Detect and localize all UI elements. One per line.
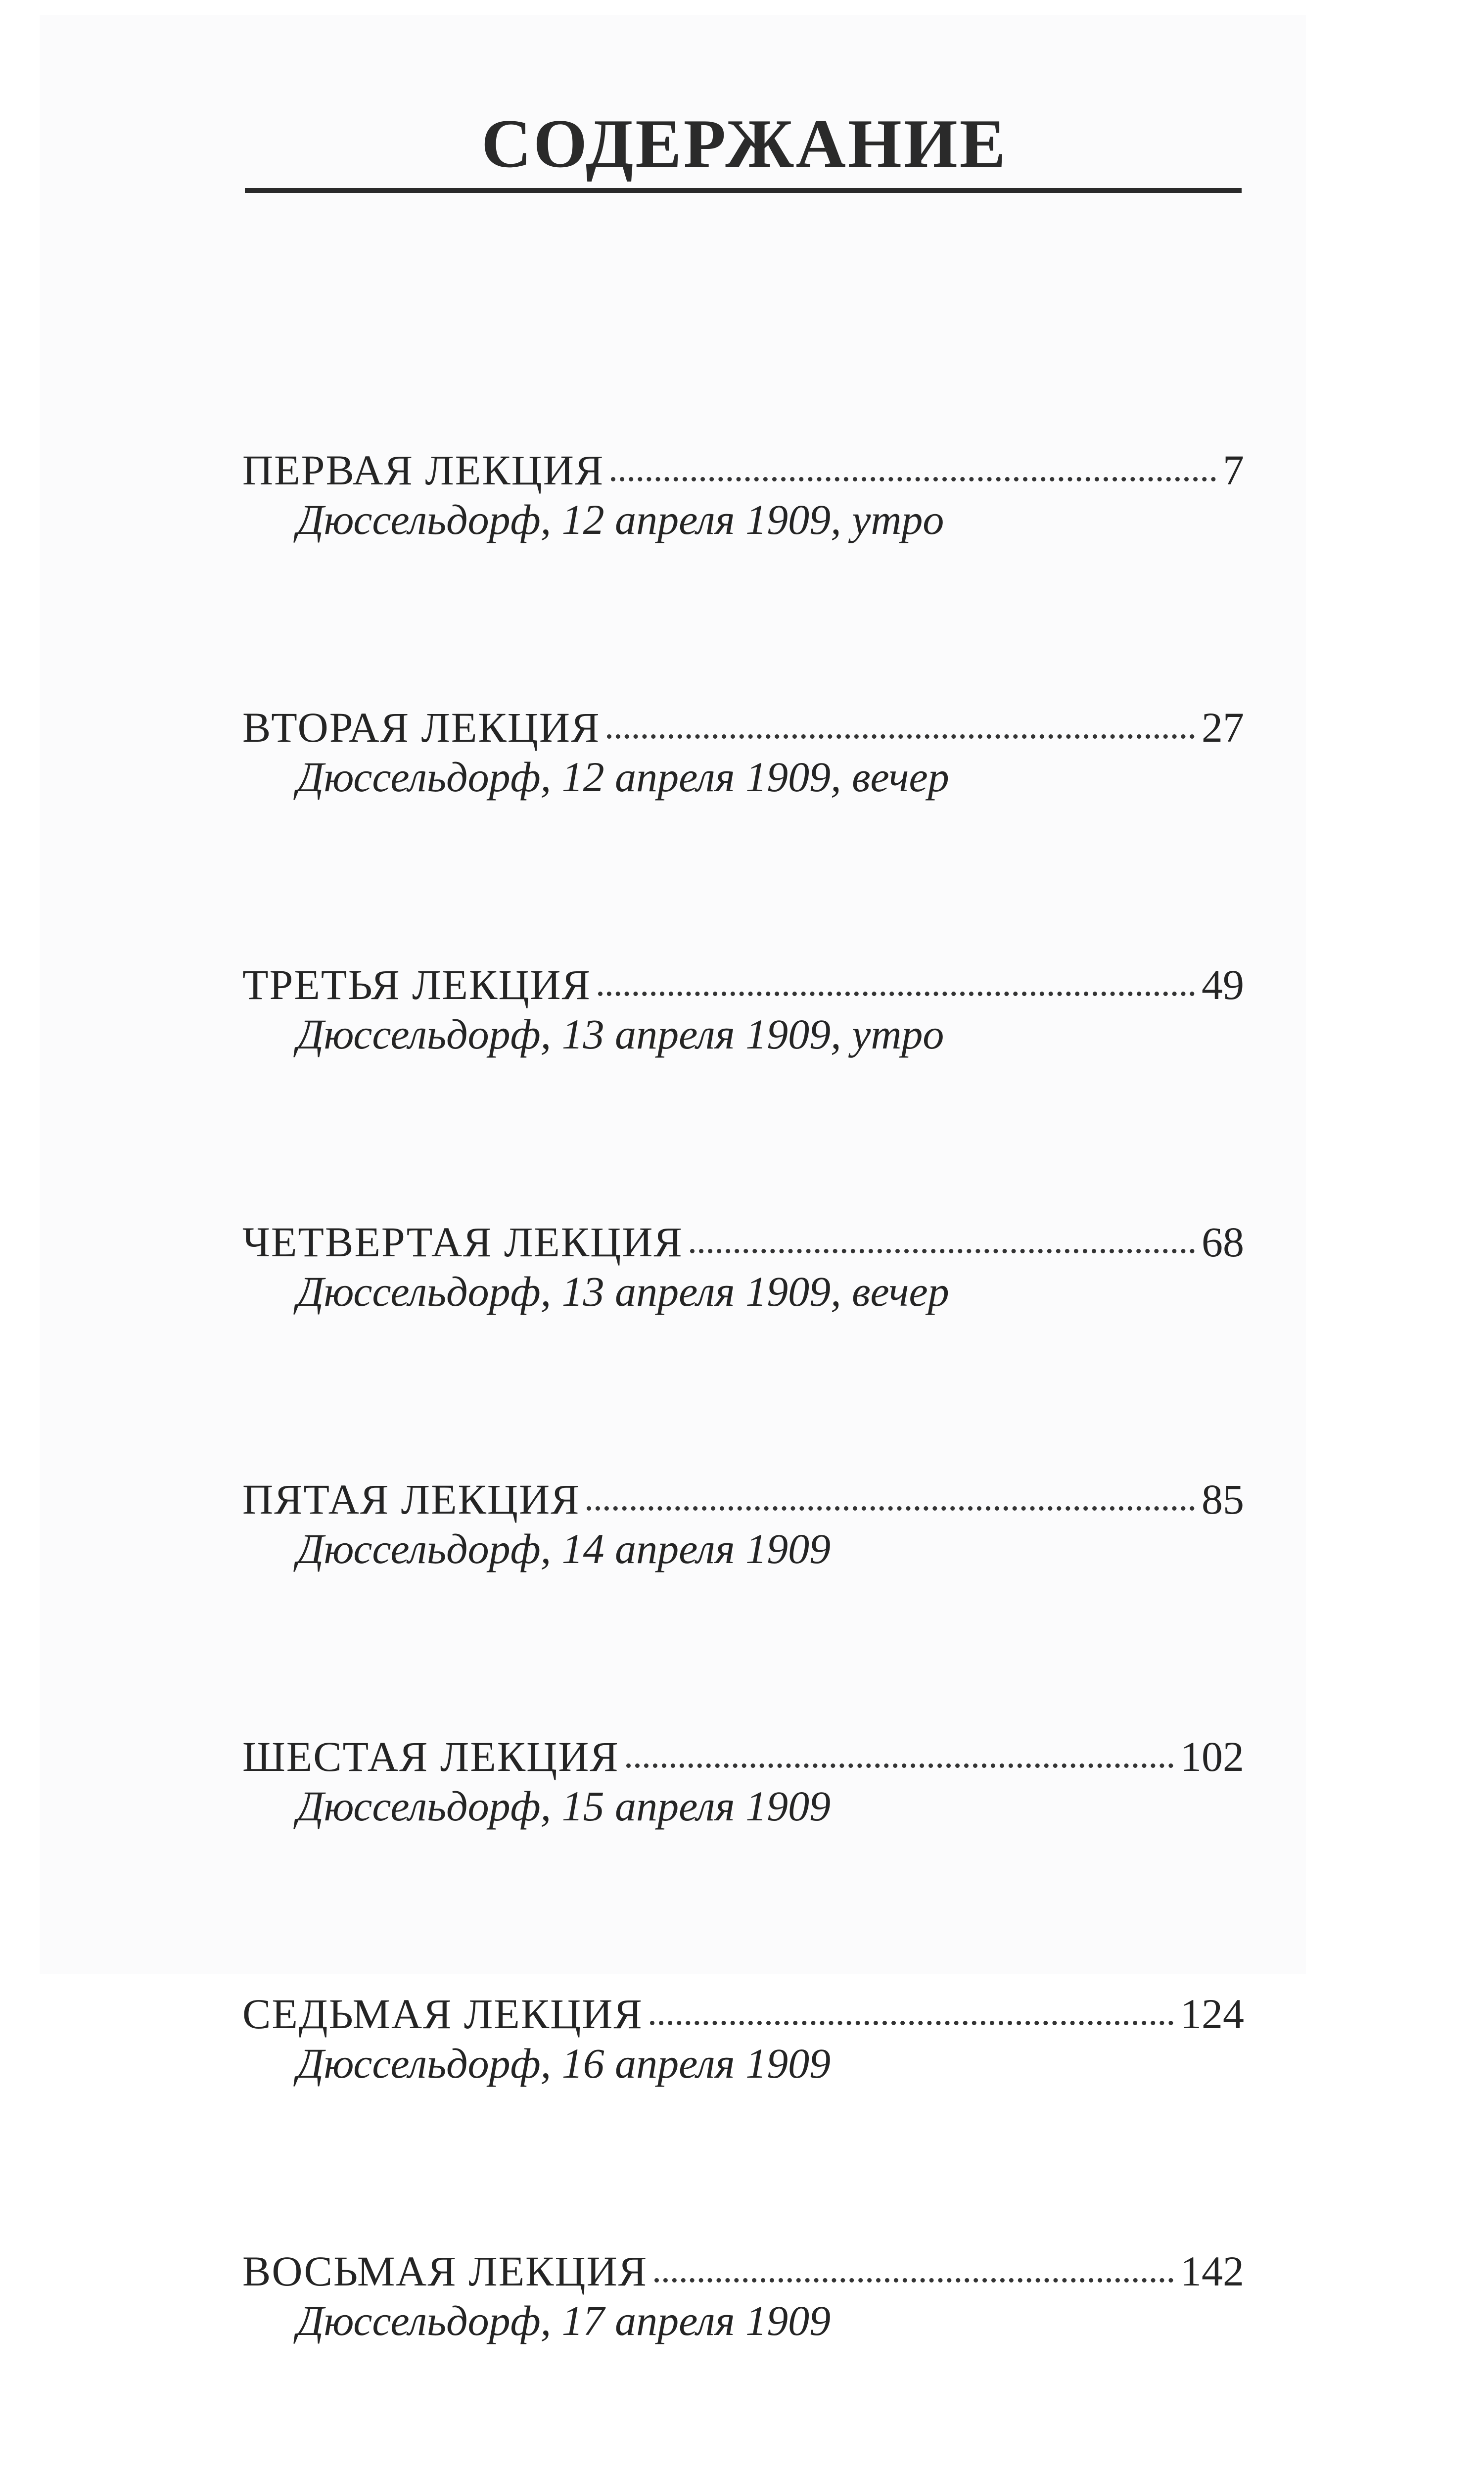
toc-entry (242, 703, 1244, 960)
page-number: 85 (1202, 1475, 1244, 1523)
toc-entry (242, 1732, 1244, 1989)
page-number: 142 (1180, 2247, 1244, 2295)
page-number: 7 (1223, 446, 1244, 494)
toc-row (242, 1475, 1244, 1524)
entry-title: ПЕРВАЯ ЛЕКЦИЯ (242, 446, 604, 494)
page-number: 124 (1180, 1990, 1244, 2038)
entry-title: ЧЕТВЕРТАЯ ЛЕКЦИЯ (242, 1218, 683, 1266)
entry-subtitle: Дюссельдорф, 13 апреля 1909, утро (297, 1010, 944, 1058)
toc-entry (242, 1989, 1244, 2246)
toc-entry (242, 2246, 1244, 2474)
toc-row (242, 2246, 1244, 2296)
dot-leader (626, 1763, 1173, 1768)
entry-title: ВТОРАЯ ЛЕКЦИЯ (242, 704, 601, 751)
entry-subtitle: Дюссельдорф, 12 апреля 1909, вечер (297, 753, 949, 801)
toc-row (242, 703, 1244, 752)
entry-subtitle: Дюссельдорф, 12 апреля 1909, утро (297, 496, 944, 543)
page-number: 102 (1180, 1733, 1244, 1780)
entry-title: ВОСЬМАЯ ЛЕКЦИЯ (242, 2247, 648, 2295)
entry-title: СЕДЬМАЯ ЛЕКЦИЯ (242, 1990, 643, 2038)
entry-subtitle: Дюссельдорф, 15 апреля 1909 (297, 1782, 831, 1830)
toc-row (242, 1989, 1244, 2039)
toc-entry (242, 1475, 1244, 1732)
toc-row (242, 1217, 1244, 1267)
page-number: 49 (1202, 961, 1244, 1008)
toc-entry (242, 960, 1244, 1217)
toc-row (242, 445, 1244, 495)
toc-row (242, 1732, 1244, 1781)
entry-title: ШЕСТАЯ ЛЕКЦИЯ (242, 1733, 619, 1780)
entry-subtitle: Дюссельдорф, 16 апреля 1909 (297, 2040, 831, 2087)
page-number: 27 (1202, 704, 1244, 751)
page-number: 68 (1202, 1218, 1244, 1266)
dot-leader (607, 734, 1195, 739)
toc-row (242, 960, 1244, 1009)
entry-subtitle: Дюссельдорф, 14 апреля 1909 (297, 1525, 831, 1572)
dot-leader (587, 1506, 1195, 1511)
dot-leader (690, 1248, 1195, 1253)
entry-title: ТРЕТЬЯ ЛЕКЦИЯ (242, 961, 591, 1008)
entry-subtitle: Дюссельдорф, 13 апреля 1909, вечер (297, 1268, 949, 1315)
dot-leader (598, 991, 1195, 996)
dot-leader (654, 2278, 1173, 2283)
entry-title: ПЯТАЯ ЛЕКЦИЯ (242, 1475, 580, 1523)
dot-leader (650, 2020, 1173, 2025)
table-of-contents (242, 445, 1244, 2474)
toc-entry (242, 1217, 1244, 1475)
dot-leader (611, 476, 1216, 481)
page-title: СОДЕРЖАНИЕ (481, 105, 1008, 182)
title-rule (245, 188, 1242, 193)
entry-subtitle: Дюссельдорф, 17 апреля 1909 (297, 2297, 831, 2344)
toc-entry (242, 445, 1244, 703)
